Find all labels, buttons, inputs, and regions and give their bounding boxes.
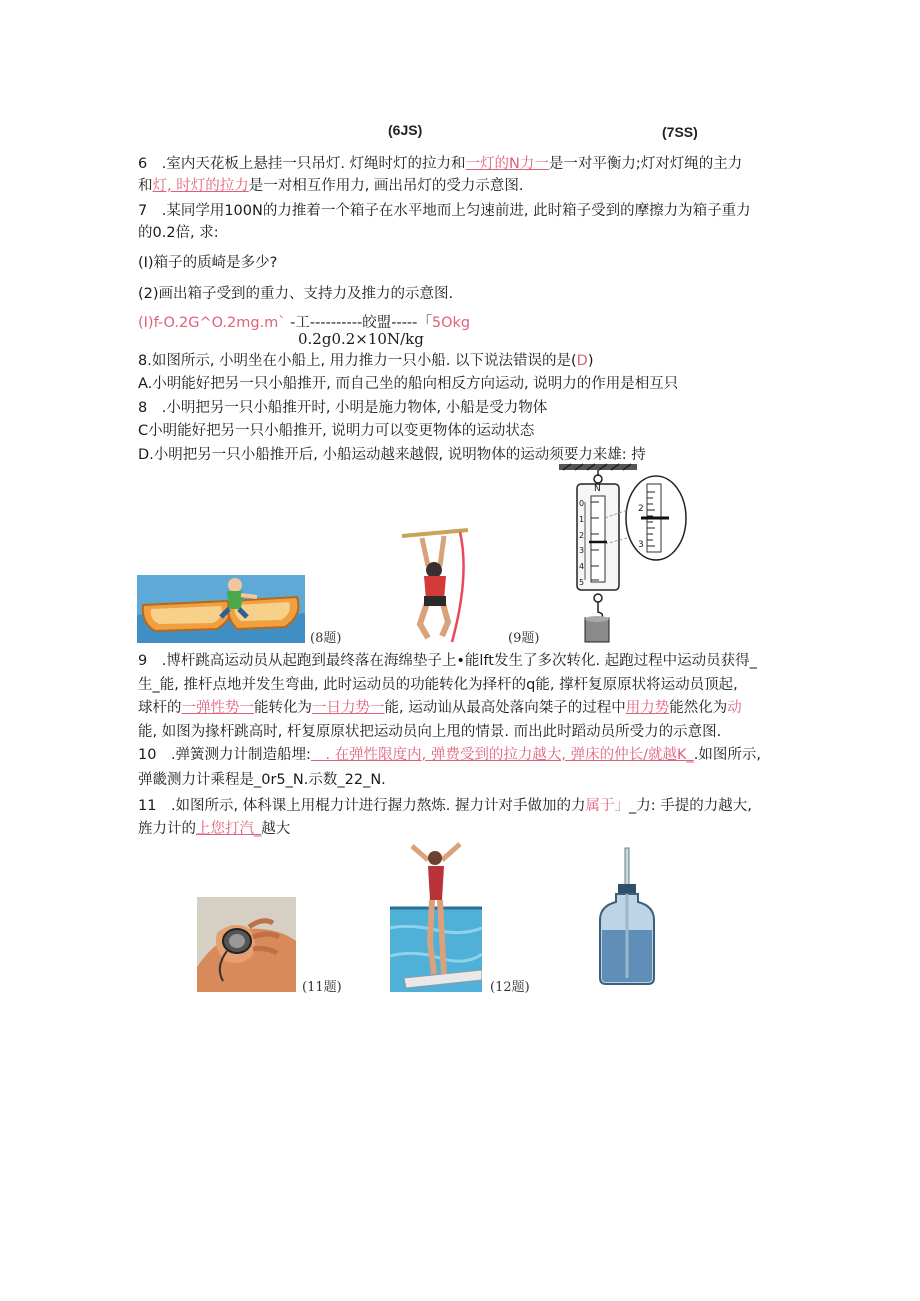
jar-figure (596, 846, 658, 986)
q7-answer-result: 5Okg (431, 315, 471, 331)
scale-tick-label: 1 (579, 514, 585, 524)
hand-grip-figure (197, 897, 296, 992)
q6-line-2 (138, 176, 524, 196)
q9-answer-2: 一日力势一 (312, 700, 385, 716)
q8-option-b: 8 .小明把另一只小船推开时, 小明是施力物体, 小船是受力物体 (138, 400, 548, 416)
jar-illustration (596, 846, 658, 986)
boat-figure (137, 575, 305, 643)
q8-text-end: ) (587, 353, 594, 369)
scale-number-column (579, 496, 587, 591)
figure-label-7: (7SS) (662, 124, 698, 140)
q10-answer: . 在弹性限度内, 弹费受到的拉力越大, 弹床的仲长/就越K_ (310, 747, 694, 763)
q11-line-1 (138, 796, 752, 816)
boat-illustration (137, 575, 305, 643)
caption-12: (12题) (490, 980, 530, 995)
figure-label-6: (6JS) (388, 122, 423, 138)
zoom-tick-label-2: 2 (638, 504, 644, 514)
q9-line-4: 能, 如图为掾杆跳高时, 杆复原原状把运动员向上甩的情景. 而出此时蹈动员所受力的示意图. (138, 724, 722, 740)
q11-text-2: _力: 手提的力越大, (629, 798, 752, 814)
q8-option-d: D.小明把另一只小船推开后, 小船运动越来越假, 说明物体的运动须要力来雄: 持 (138, 447, 646, 463)
q9-line-1: 9 .博杆跳高运动员从起跑到最终落在海绵垫子上•能lft发生了多次转化. 起跑过程中运动员获得_ (138, 653, 757, 669)
q6-text: 6 .室内天花板上悬挂一只吊灯. 灯绳时灯的拉力和 (138, 156, 466, 172)
diver-figure (390, 838, 482, 992)
zoom-tick-label-3: 3 (638, 540, 644, 550)
scale-unit-label: N (594, 484, 601, 494)
q11-text: 11 .如图所示, 体科课上用棍力计进行握力熬炼. 握力计对手做加的力 (138, 798, 586, 814)
q7-answer-denominator: 0.2g0.2×10N/kg (298, 330, 424, 348)
spring-scale-illustration (555, 462, 690, 644)
q6-answer-2: 灯, 时灯的拉力 (152, 178, 249, 194)
scale-tick-label: 3 (579, 546, 585, 556)
q9-text-3: 能, 运动讪从最高处落向桀子的过程中 (384, 700, 626, 716)
q7-line-1: 7 .某同学用100N的力推着一个箱子在水平地而上匀速前进, 此时箱子受到的摩擦力为箱子重力 (138, 203, 751, 219)
q9-text-2: 能转化为 (254, 700, 312, 716)
q10-line-1 (138, 745, 761, 765)
scale-tick-label: 2 (579, 530, 585, 540)
q7-part-2: (2)画出箱子受到的重力、支持力及推力的示意图. (138, 286, 454, 302)
scale-tick-label: 4 (579, 562, 585, 572)
q9-answer-4: 动 (727, 700, 742, 716)
q9-line-2: 生_能, 推杆点地并发生弯曲, 此时运动员的功能转化为择杆的q能, 撑杆复原原状将运动员顶起, (138, 677, 738, 693)
q7-answer-fraction-line: -工----------皎盟-----「 (290, 315, 432, 331)
q11-answer-1: 属于」 (585, 798, 629, 814)
q6-text-2: 是一对平衡力;灯对灯绳的主力 (548, 156, 743, 172)
caption-8: (8题) (310, 631, 342, 646)
q8-answer: D (576, 353, 588, 369)
pole-vault-figure (398, 526, 472, 644)
scale-tick-label: 0 (579, 499, 585, 508)
q6-answer-1: 一灯的N力一 (465, 156, 549, 172)
q8-option-a: A.小明能好把另一只小船推开, 而自己坐的船向相反方向运动, 说明力的作用是相互只 (138, 376, 679, 392)
q8-stem (138, 351, 594, 371)
q6-line-1 (138, 154, 742, 174)
q9-answer-1: 一弹性势一 (181, 700, 254, 716)
q10-text: 10 .弹簧测力计制造船埋: (138, 747, 311, 763)
q8-option-c: C小明能好把另一只小船推开, 说明力可以变更物体的运动状态 (138, 423, 535, 439)
spring-scale-figure (555, 462, 690, 644)
scale-tick-label: 5 (579, 577, 585, 587)
q11-text-4: 越大 (261, 821, 291, 837)
q7-part-1: (I)箱子的质崎是多少? (138, 255, 278, 271)
q9-line-3 (138, 698, 742, 718)
q9-answer-3: 用力势 (625, 700, 670, 716)
q10-line-2: 弹畿测力计乘程是_0r5_N.示数_22_N. (138, 772, 386, 788)
q6-text-4: 是一对相互作用力, 画出吊灯的受力示意图. (248, 178, 524, 194)
caption-9: (9题) (508, 631, 540, 646)
q10-text-2: .如图所示, (693, 747, 761, 763)
q11-answer-2: 上您打汽_ (196, 821, 262, 837)
diver-illustration (390, 838, 482, 992)
q11-line-2 (138, 819, 290, 839)
q9-text: 球杆的 (138, 700, 182, 716)
q11-text-3: 旌力计的 (138, 821, 196, 837)
q8-text: 8.如图所示, 小明坐在小船上, 用力推力一只小船. 以下说法错误的是( (138, 353, 577, 369)
pole-vault-illustration (398, 526, 472, 644)
q9-text-4: 能然化为 (669, 700, 728, 716)
q6-text-3: 和 (138, 178, 153, 194)
q7-answer-formula: (I)f-O.2G^O.2mg.m` (138, 315, 286, 331)
q7-line-2: 的0.2倍, 求: (138, 225, 219, 241)
hand-grip-illustration (197, 897, 296, 992)
caption-11: (11题) (302, 980, 342, 995)
